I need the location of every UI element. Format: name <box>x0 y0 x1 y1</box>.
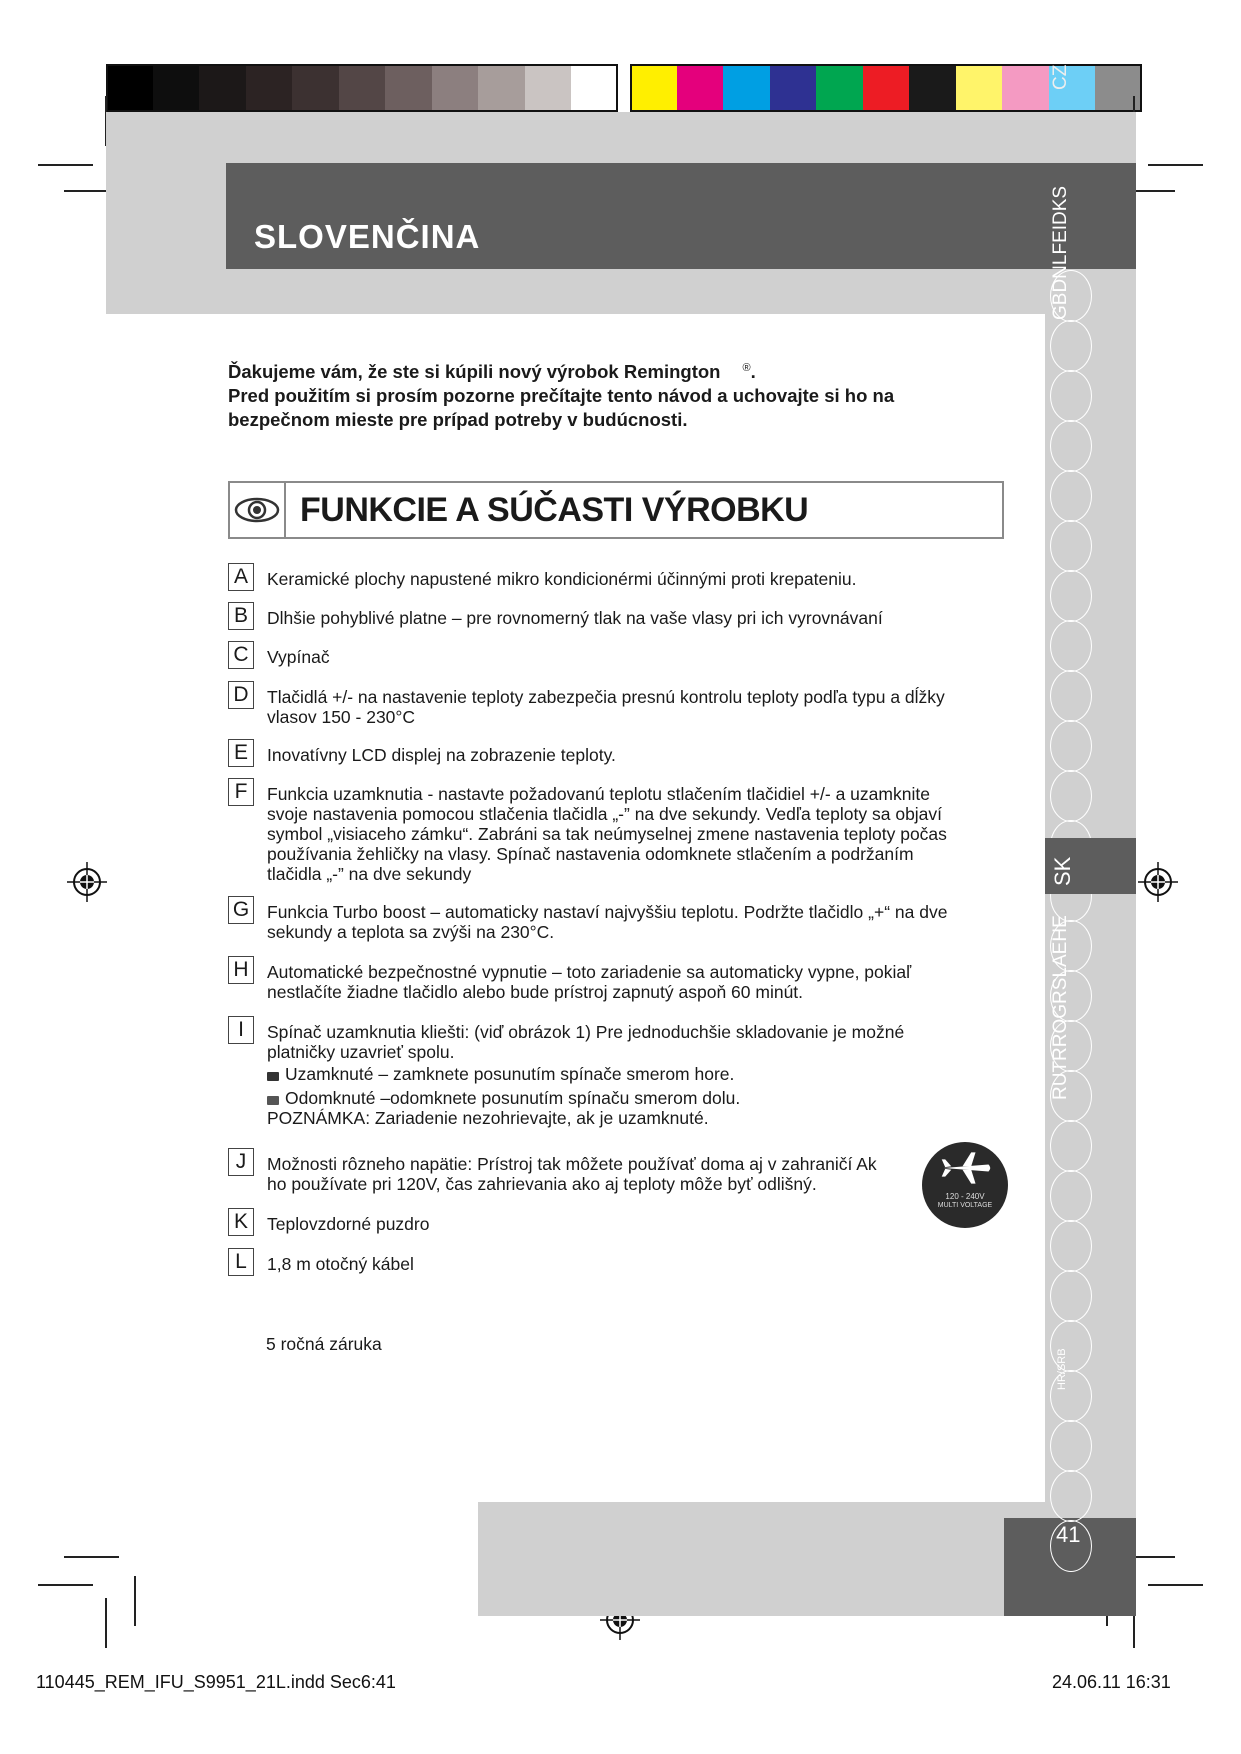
lock-closed-icon <box>267 1072 279 1081</box>
item-letter: L <box>228 1248 254 1276</box>
list-item <box>228 643 968 667</box>
list-item <box>228 958 968 1002</box>
page-number: 41 <box>1056 1522 1081 1547</box>
item-letter: F <box>228 778 254 806</box>
language-tab-oval <box>1050 420 1092 472</box>
language-tab-oval <box>1050 1120 1092 1172</box>
list-item <box>228 741 968 765</box>
item-text: Spínač uzamknutia kliešti: (viď obrázok 1) Pre jednoduchšie skladovanie je možné platničky uzavrieť spolu. <box>267 1022 905 1062</box>
item-text: Dlhšie pohyblivé platne – pre rovnomerný tlak na vaše vlasy pri ich vyrovnávaní <box>267 608 883 628</box>
intro-text: Ďakujeme vám, že ste si kúpili nový výrobok Remington ®. Pred použitím si prosím pozorne prečítajte tento návod a uchovajte si ho na bezpečnom mieste pre prípad potreby v budúcnosti. <box>228 361 895 431</box>
language-tab-hr-srb[interactable]: HR/SRB <box>1056 1348 1068 1390</box>
language-tab-oval <box>1050 720 1092 772</box>
crop-mark <box>134 1576 136 1626</box>
item-letter: D <box>228 681 254 709</box>
item-letter: A <box>228 563 254 591</box>
language-tab-oval <box>1050 1420 1092 1472</box>
language-tab-sk[interactable]: SK <box>1050 856 1075 886</box>
warranty-text: 5 ročná záruka <box>266 1334 382 1354</box>
language-tab-oval <box>1050 320 1092 372</box>
item-letter: I <box>228 1016 254 1044</box>
crop-mark <box>1148 1584 1203 1586</box>
item-text: Možnosti rôzneho napätie: Prístroj tak môžete používať doma aj v zahraničí Ak ho používate pri 120V, čas zahrievania ako aj teploty môže byť odlišný. <box>267 1154 877 1194</box>
item-letter: C <box>228 641 254 669</box>
item-text: Automatické bezpečnostné vypnutie – toto zariadenie sa automaticky vypne, pokiaľ nestlačíte žiadne tlačidlo alebo bude prístroj zapnutý aspoň 60 minút. <box>267 962 912 1002</box>
airplane-icon <box>940 1150 992 1186</box>
item-letter: E <box>228 739 254 767</box>
item-text: Vypínač <box>267 647 330 667</box>
language-tab-oval <box>1050 1470 1092 1522</box>
list-item <box>228 898 968 942</box>
item-letter: J <box>228 1148 254 1176</box>
list-item <box>228 1250 968 1274</box>
item-text: Keramické plochy napustené mikro kondicionérmi účinnými proti krepateniu. <box>267 569 857 589</box>
language-tab-oval <box>1050 370 1092 422</box>
item-letter: G <box>228 896 254 924</box>
multi-voltage-badge <box>922 1142 1008 1228</box>
item-letter: H <box>228 956 254 984</box>
list-item <box>228 565 968 589</box>
list-item <box>228 1018 968 1128</box>
item-text: Inovatívny LCD displej na zobrazenie teploty. <box>267 745 616 765</box>
list-item <box>228 780 968 884</box>
page-title: SLOVENČINA <box>254 218 481 255</box>
footer-date-time: 24.06.11 16:31 <box>1052 1672 1171 1692</box>
section-title: FUNKCIE A SÚČASTI VÝROBKU <box>300 491 809 529</box>
registration-mark-icon <box>67 862 107 902</box>
eye-icon <box>230 483 286 537</box>
locked-note: Uzamknuté – zamknete posunutím spínače smerom hore. <box>285 1064 735 1084</box>
list-item <box>228 683 968 727</box>
voltage-label: MULTI VOLTAGE <box>937 1202 993 1209</box>
item-text: 1,8 m otočný kábel <box>267 1254 414 1274</box>
list-item <box>228 604 968 628</box>
item-letter: B <box>228 602 254 630</box>
language-tabs-top[interactable]: GBDNLFEIDKS <box>1050 185 1071 320</box>
language-tab-oval <box>1050 670 1092 722</box>
crop-mark <box>1148 164 1203 166</box>
footer-file-info: 110445_REM_IFU_S9951_21L.indd Sec6:41 <box>36 1672 396 1692</box>
crop-mark <box>38 1584 93 1586</box>
item-letter: K <box>228 1208 254 1236</box>
unlocked-note: Odomknuté –odomknete posunutím spínaču smerom dolu. <box>285 1088 741 1108</box>
voltage-range: 120 - 240V <box>945 1192 985 1201</box>
language-tab-oval <box>1050 770 1092 822</box>
list-item <box>228 1210 968 1234</box>
crop-mark <box>64 1556 119 1558</box>
caution-note: POZNÁMKA: Zariadenie nezohrievajte, ak je uzamknuté. <box>267 1108 709 1128</box>
registration-mark-icon <box>1138 862 1178 902</box>
language-tab-oval <box>1050 570 1092 622</box>
item-text: Funkcia uzamknutia - nastavte požadovanú teplotu stlačením tlačidiel +/- a uzamknite svoje nastavenia pomocou stlačenia tlačidla „-” na dve sekundy. Vedľa teploty sa objaví symbol „visiaceho zámku“. Zabráni sa tak neúmyselnej zmene nastavenia teploty počas používania žehličky na vlasy. Spínač nastavenia odomknete stlačením a podržaním tlačidla „-” na dve sekundy <box>267 784 947 884</box>
language-tab-oval <box>1050 620 1092 672</box>
language-tabs-middle[interactable]: RUTRROGRSLAEHE <box>1050 915 1071 1100</box>
color-bar-frame <box>106 64 618 112</box>
section-header <box>228 481 1004 539</box>
item-text: Funkcia Turbo boost – automaticky nastaví najvyššiu teplotu. Podržte tlačidlo „+“ na dve sekundy a teplota sa zvýši na 230°C. <box>267 902 948 942</box>
language-tab-oval <box>1050 470 1092 522</box>
lock-open-icon <box>267 1096 279 1105</box>
item-text: Tlačidlá +/- na nastavenie teploty zabezpečia presnú kontrolu teploty podľa typu a dĺžky vlasov 150 - 230°C <box>267 687 945 727</box>
list-item <box>228 1150 888 1194</box>
crop-mark <box>38 164 93 166</box>
language-tab-oval <box>1050 1520 1092 1572</box>
crop-mark <box>105 1598 107 1648</box>
item-text: Teplovzdorné puzdro <box>267 1214 430 1234</box>
language-tab-oval <box>1050 1170 1092 1222</box>
language-tab-oval <box>1050 520 1092 572</box>
language-tab-oval <box>1050 1220 1092 1272</box>
language-tab-cz[interactable]: CZ <box>1050 64 1071 90</box>
language-tab-oval <box>1050 1270 1092 1322</box>
